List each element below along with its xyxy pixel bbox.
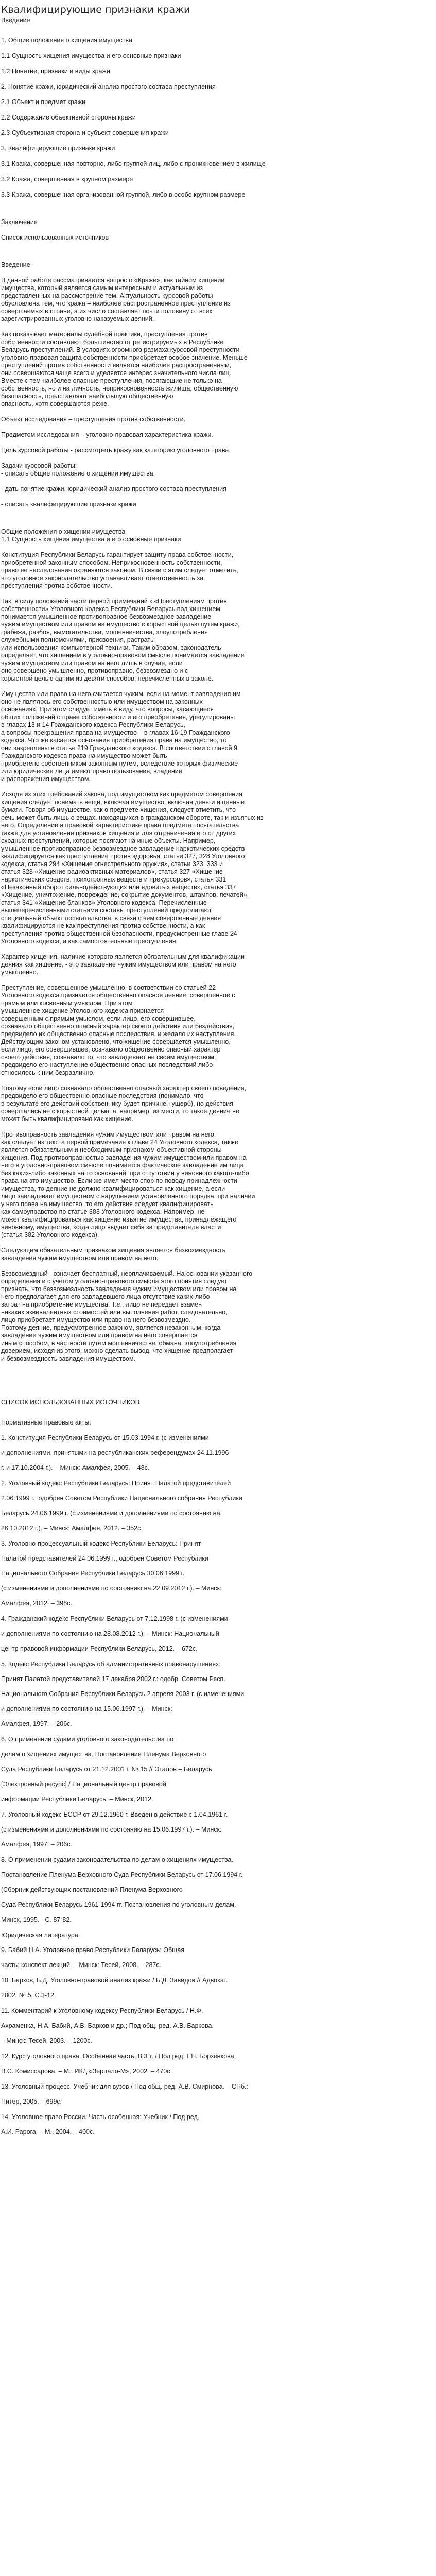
text-line: собственности» Уголовного кодекса Республики Беларусь под хищением xyxy=(1,605,220,613)
body-paragraph xyxy=(1,1270,433,1363)
text-line: или использования компьютерной техники. Таким образом, законодатель xyxy=(1,644,221,651)
text-line: сходных преступлений, которые посягают на иные объекты. Например, xyxy=(1,837,216,844)
text-line: него. Определение в правовой характеристике права предмета посягательства xyxy=(1,822,239,829)
text-line: Национального Собрания Республики Беларусь 2 апреля 2003 г. (с изменениями xyxy=(1,1690,245,1698)
text-line: часть: конспект лекций. – Минск: Тесей, 2008. – 287с. xyxy=(1,1961,162,1969)
bibliography-entry xyxy=(1,1660,433,1728)
body-paragraph xyxy=(1,551,433,590)
text-line: Действующим законом установлено, что хищение совершается умышленно, xyxy=(1,1038,231,1045)
text-line: как следует из текста первой примечания к главе 24 Уголовного кодекса, также xyxy=(1,1139,238,1146)
text-line: Суда Республики Беларусь от 21.12.2001 г. № 15 // Эталон – Беларусь xyxy=(1,1766,212,1773)
text-line: грабежа, разбоя, вымогательства, мошенничества, злоупотребления xyxy=(1,629,208,636)
text-line: также для установления признаков хищения и для отграничения его от других xyxy=(1,829,236,837)
text-line: и дополнениями, принятыми на республиканских референдумах 24.11.1996 xyxy=(1,1449,229,1456)
bibliography-heading: СПИСОК ИСПОЛЬЗОВАННЫХ ИСТОЧНИКОВ xyxy=(1,1399,140,1406)
text-line: 3. Уголовно-процессуальный кодекс Республики Беларусь: Принят xyxy=(1,1540,201,1547)
text-line: без каких-либо законных на то оснований, при отсутствии у виновного какого-либо xyxy=(1,1170,249,1177)
text-line: Безвозмездный - означает бесплатный, неоплачиваемый. На основании указанного xyxy=(1,1270,253,1277)
text-line: речь может быть лишь о вещах, находящихся в гражданском обороте, так и изъятых из xyxy=(1,814,264,821)
text-line: признать, что безвозмездность завладения чужим имуществом или правом на xyxy=(1,1285,237,1293)
text-line: если лицо, его совершившее, сознавало общественно опасный характер xyxy=(1,1046,221,1053)
toc-conclusion: Заключение xyxy=(1,218,38,226)
text-line: уголовно-правовая защита собственности приобретает особое значение. Меньше xyxy=(1,354,248,361)
text-line: является обязательным и необходимым признаком объективной стороны xyxy=(1,1146,222,1154)
text-line: предвидело его наступление общественно опасных последствий либо xyxy=(1,1061,213,1069)
text-line: «Незаконный оборот сильнодействующих или ядовитых веществ», статья 337 xyxy=(1,884,236,891)
text-line: 2002. № 5. С.3-12. xyxy=(1,1992,56,1999)
text-line: Поэтому деяние, предусмотренное законом, является незаконным, когда xyxy=(1,1324,221,1331)
body-paragraph xyxy=(1,598,433,683)
text-line: квалифицируется как преступление против здоровья, статьи 327, 328 Уголовного xyxy=(1,853,245,860)
body-paragraph xyxy=(1,1131,433,1239)
text-line: общих положений о праве собственности и его приобретения, урегулированы xyxy=(1,714,235,721)
text-line: 10. Барков, Б.Д. Уголовно-правовой анализ кражи / Б.Д. Завидов // Адвокат. xyxy=(1,1977,228,1984)
text-line: или юридические лица имеют право пользования, владения xyxy=(1,768,182,775)
text-line: Так, в силу положений части первой примечаний к «Преступлениям против xyxy=(1,598,227,605)
text-line: имущества, который является самым интересным и актуальным из xyxy=(1,284,203,292)
text-line: центр правовой информации Республики Беларусь, 2012. – 672с. xyxy=(1,1645,198,1652)
text-line: и дополнениями по состоянию на 28.08.2012 г.). – Минск: Национальный xyxy=(1,1630,219,1637)
text-line: зарегистрированных уголовно наказуемых деяний. xyxy=(1,315,154,323)
body-paragraph xyxy=(1,791,433,945)
task-item: - дать понятие кражи, юридический анализ простого состава преступления xyxy=(1,485,226,493)
text-line: 11. Комментарий к Уголовному кодексу Республики Беларусь / Н.Ф. xyxy=(1,2007,203,2014)
text-line: деяния как хищение, - это завладение чужим имуществом или правом на него xyxy=(1,961,236,968)
text-line: право ее наследования охраняются законом. В связи с этим следует отметить, xyxy=(1,567,238,574)
bibliography-subheading: Нормативные правовые акты: xyxy=(1,1419,91,1426)
text-line: предвидело его общественно опасные последствия (понимало, что xyxy=(1,1092,204,1099)
text-line: (с изменениями и дополнениями по состоянию на 22.09.2012 г.). – Минск: xyxy=(1,1585,222,1592)
text-line: 5. Кодекс Республики Беларусь об административных правонарушениях: xyxy=(1,1660,221,1668)
text-line: лицо завладевает имуществом с нарушением установленного порядка, при наличии xyxy=(1,1193,255,1200)
text-line: может быть квалифицировано как хищение. xyxy=(1,1115,133,1123)
text-line: него в уголовно-правовом смысле понимается фактическое завладение им лица xyxy=(1,1162,244,1169)
text-line: 6. О применении судами уголовного законодательства по xyxy=(1,1736,174,1743)
bibliography-entry xyxy=(1,2083,433,2106)
text-line: В данной работе рассматривается вопрос о «Краже», как тайном хищении xyxy=(1,277,225,284)
text-line: приобретенной законным способом. Неприкосновенность собственности, xyxy=(1,559,222,566)
text-line: вышеперечисленными статьями составы преступлений предполагают xyxy=(1,907,212,914)
text-line: представленных на рассмотрение тем. Актуальность курсовой работы xyxy=(1,292,213,299)
text-line: преступлений против собственности является наиболее распространённым, xyxy=(1,362,232,369)
toc-item xyxy=(1,137,433,145)
text-line: может квалифицироваться как хищение изъятие имущества, принадлежащего xyxy=(1,1216,237,1223)
bibliography-entry xyxy=(1,1540,433,1607)
text-line: Юридическая литература: xyxy=(1,1931,80,1939)
bibliography-entry xyxy=(1,2113,433,2136)
text-line: хищения. Под противоправностью завладения чужим имуществом или правом на xyxy=(1,1154,247,1161)
text-line: в результате его действий собственнику будет причинен ущерб), но действия xyxy=(1,1100,233,1107)
text-line: что уголовное законодательство устанавливает ответственность за xyxy=(1,574,204,582)
text-line: лицо приобретает имущество или право на него безвозмездно. xyxy=(1,1316,191,1324)
text-line: Суда Республики Беларусь 1961-1994 гг. Постановления по уголовным делам. xyxy=(1,1901,236,1908)
text-line: сознавало общественно опасный характер своего действия или бездействия, xyxy=(1,1023,235,1030)
table-of-contents xyxy=(1,37,433,199)
subject-line: Предметом исследования – уголовно-правовая характеристика кражи. xyxy=(1,431,213,438)
text-line: кодекса. Что же касается основания приобретения права на имущество, то xyxy=(1,737,227,744)
goal-line: Цель курсовой работы - рассмотреть кражу как категорию уголовного права. xyxy=(1,447,231,454)
text-line: специальный объект посягательства, в связи с чем совершенные деяния xyxy=(1,914,221,922)
intro-paragraph xyxy=(1,331,433,408)
body-paragraph xyxy=(1,690,433,783)
text-line: умышленно. xyxy=(1,969,39,976)
bibliography-entry xyxy=(1,2007,433,2045)
text-line: «Хищение, уничтожение, повреждение, сокрытие документов, штампов, печатей», xyxy=(1,891,249,899)
chapter-1-heading: Общие положения о хищении имущества xyxy=(1,528,126,535)
toc-item: 3. Квалифицирующие признаки кражи xyxy=(1,145,115,152)
intro-section xyxy=(1,269,433,408)
body-paragraph xyxy=(1,1084,433,1123)
text-line: А.И. Рарога. – М., 2004. – 400с. xyxy=(1,2128,95,2136)
text-line: Национального Собрания Республики Беларусь 30.06.1999 г. xyxy=(1,1570,185,1577)
text-line: они совершаются чаще всего и уделяется интерес значительного числа лиц. xyxy=(1,369,232,377)
bibliography-entry xyxy=(1,1615,433,1653)
text-line: 2. Уголовный кодекс Республики Беларусь: Принят Палатой представителей xyxy=(1,1480,231,1487)
text-line: определяет, что хищением в уголовно-правовом смысле понимается завладение xyxy=(1,652,245,659)
text-line: 14. Уголовное право России. Часть особенная: Учебник / Под ред. xyxy=(1,2113,200,2121)
text-line: Минск, 1995. - С. 87-82. xyxy=(1,1916,72,1923)
text-line: а вопросы прекращения права на имущество – в главах 16-19 Гражданского xyxy=(1,729,230,736)
text-line: совершались не с корыстной целью, а, например, из мести, то такое деяние не xyxy=(1,1108,240,1115)
text-line: 9. Бабий Н.А. Уголовное право Республики Беларусь: Общая xyxy=(1,1946,185,1954)
toc-item: 2. Понятие кражи, юридический анализ простого состава преступления xyxy=(1,83,216,90)
text-line: Ахраменка, Н.А. Бабий, А.В. Барков и др.; Под общ. ред. А.В. Баркова. xyxy=(1,2022,214,2029)
toc-item: 1.2 Понятие, признаки и виды кражи xyxy=(1,67,110,75)
text-line: Поэтому если лицо сознавало общественно опасный характер своего поведения, xyxy=(1,1084,247,1092)
text-line: 7. Уголовный кодекс БССР от 29.12.1960 г. Введен в действие с 1.04.1961 г. xyxy=(1,1811,228,1818)
toc-item: 1.1 Сущность хищения имущества и его основные признаки xyxy=(1,52,181,59)
text-line: служебными полномочиями, присвоения, растраты xyxy=(1,636,155,643)
bibliography-entry xyxy=(1,1931,433,1969)
text-line: своего действия, сознавало то, что завладевает не своим имуществом, xyxy=(1,1054,216,1061)
bibliography-entry xyxy=(1,1977,433,1999)
toc-item: 3.3 Кража, совершенная организованной группой, либо в особо крупном размере xyxy=(1,191,246,198)
chapter-1-body xyxy=(1,551,433,1363)
text-line: Постановление Пленума Верховного Суда Республики Беларусь от 17.06.1994 г. xyxy=(1,1871,243,1878)
toc-sources: Список использованных источников xyxy=(1,234,109,241)
text-line: Конституция Республики Беларусь гарантирует защиту права собственности, xyxy=(1,551,234,558)
text-line: г. и 17.10.2004 г.). – Минск: Амалфея, 2005. – 48с. xyxy=(1,1464,150,1471)
task-item: - описать квалифицирующие признаки кражи xyxy=(1,501,136,508)
text-line: опасность, хотя совершаются реже. xyxy=(1,400,109,408)
text-line: (статья 382 Уголовного кодекса). xyxy=(1,1231,99,1239)
text-line: (с изменениями и дополнениями по состоянию на 15.06.1997 г.). – Минск: xyxy=(1,1826,222,1833)
text-line: умышленное противоправное безвозмездное завладение наркотических средств xyxy=(1,845,245,852)
text-line: 13. Уголовный процесс. Учебник для вузов / Под общ. ред. А.В. Смирнова. – СПб.: xyxy=(1,2083,249,2090)
text-line: 2.06.1999 г., одобрен Советом Республики Национального собрания Республики xyxy=(1,1495,242,1502)
tasks-heading: Задачи курсовой работы: xyxy=(1,462,77,469)
text-line: (Сборник действующих постановлений Пленума Верховного xyxy=(1,1886,183,1893)
text-line: 8. О применении судами законодательства по делам о хищениях имущества. xyxy=(1,1856,233,1863)
text-line: Питер, 2005. – 699с. xyxy=(1,2098,62,2105)
text-line: и дополнениями по состоянию на 15.06.1997 г.). – Минск: xyxy=(1,1705,172,1713)
text-line: предвидело их общественно опасные последствия, и желало их наступления. xyxy=(1,1030,236,1038)
toc-item: 2.3 Субъективная сторона и субъект совершения кражи xyxy=(1,129,169,137)
text-line: кодекса, статья 294 «Хищение огнестрельного оружия», статьи 323, 333 и xyxy=(1,860,223,868)
text-line: 4. Гражданский кодекс Республики Беларусь от 7.12.1998 г. (с изменениями xyxy=(1,1615,228,1622)
text-line: как самоуправство по статье 383 Уголовного кодекса. Например, не xyxy=(1,1208,205,1215)
text-line: определения и с учетом уголовно-правового смысла этого понятия следует xyxy=(1,1278,228,1285)
text-line: 26.10.2012 г.). – Минск: Амалфея, 2012. – 352с. xyxy=(1,1524,143,1532)
intro-title: Введение xyxy=(1,261,30,268)
text-line: чужим имуществом или правом на имущество с корыстной целью путем кражи, xyxy=(1,621,240,628)
toc-item: 3.1 Кража, совершенная повторно, либо группой лиц, либо с проникновением в жилище xyxy=(1,160,266,167)
text-line: оно совершено умышленно, противоправно, безвозмездно и с xyxy=(1,667,188,674)
text-line: В.С. Комиссарова. – М.: ИКД «Зерцало-М», 2002. – 470с. xyxy=(1,2067,172,2075)
text-line: Амалфея, 1997. – 206с. xyxy=(1,1720,72,1727)
text-line: Уголовного кодекса признается общественно опасное деяние, совершенное с xyxy=(1,992,235,999)
intro-heading: Введение xyxy=(1,16,30,24)
tasks-list xyxy=(1,470,433,509)
bibliography-entry xyxy=(1,2053,433,2075)
text-line: завладение чужим имуществом или правом на него совершается xyxy=(1,1332,198,1339)
text-line: понимается умышленное противоправное безвозмездное завладение xyxy=(1,613,212,620)
text-line: безопасность, представляют наибольшую общественную xyxy=(1,393,173,400)
text-line: никаких эквивалентных стоимостей или выполнения работ, следовательно, xyxy=(1,1309,228,1316)
toc-item: 3.2 Кража, совершенная в крупном размере xyxy=(1,176,133,183)
text-line: Вместе с тем наиболее опасные преступления, посягающие не только на xyxy=(1,377,222,384)
body-paragraph xyxy=(1,953,433,976)
text-line: информации Республики Беларусь. – Минск, 2012. xyxy=(1,1795,153,1803)
text-line: преступления против собственности. xyxy=(1,582,113,589)
text-line: права на это имущество. Если же имел место спор по поводу принадлежности xyxy=(1,1177,237,1184)
text-line: Характер хищения, наличие которого является обязательным для квалификации xyxy=(1,953,245,960)
bibliography-entry xyxy=(1,1811,433,1849)
text-line: Преступление, совершенное умышленно, в соответствии со статьей 22 xyxy=(1,984,216,991)
bibliography-entry xyxy=(1,1480,433,1532)
text-line: Амалфея, 2012. – 398с. xyxy=(1,1600,72,1607)
text-line: Беларусь 24.06.1999 г. (с изменениями и дополнениями по состоянию на xyxy=(1,1510,220,1517)
text-line: Исходя из этих требований закона, под имуществом как предметом совершения xyxy=(1,791,242,798)
text-line: чужим имуществом или правом на него лишь в случае, если xyxy=(1,659,183,667)
text-line: оно не являлось его собственностью или имуществом на законных xyxy=(1,698,203,705)
text-line: собственность, но и на личность, неприкосновенность жилища, общественную xyxy=(1,385,238,392)
toc-item: 2.2 Содержание объективной стороны кражи xyxy=(1,114,136,121)
text-line: Противоправность завладения чужим имуществом или правом на него, xyxy=(1,1131,216,1138)
intro-paragraph xyxy=(1,277,433,323)
text-line: Гражданского кодекса права на имущество может быть xyxy=(1,752,167,759)
text-line: бумаги. Говоря об имуществе, как о предмете хищения, следует отметить, что xyxy=(1,806,236,814)
text-line: обусловлена тем, что кража – наиболее распространенное преступление из xyxy=(1,300,231,307)
text-line: корыстной целью одним из девяти способов, перечисленных в законе. xyxy=(1,675,214,682)
text-line: преступления против общественной безопасности, предусмотренные главе 24 xyxy=(1,930,237,937)
text-line: приобретено собственником законным путем, вследствие которых физические xyxy=(1,760,238,767)
object-line: Объект исследования – преступления против собственности. xyxy=(1,416,186,423)
bibliography-entry xyxy=(1,1856,433,1924)
text-line: Палатой представителей 24.06.1999 г., одобрен Советом Республики xyxy=(1,1555,208,1562)
chapter-1-1-heading: 1.1 Сущность хищения имущества и его основные признаки xyxy=(1,536,181,543)
text-line: и распоряжения имуществом. xyxy=(1,775,91,783)
text-line: они закреплены в статье 219 Гражданского кодекса. В соответствии с главой 9 xyxy=(1,744,237,752)
text-line: хищения следует понимать вещи, включая имущество, включая деньги и ценные xyxy=(1,799,245,806)
text-line: статья 341 «Хищение бланков» Уголовного кодекса. Перечисленные xyxy=(1,899,207,906)
text-line: Принят Палатой представителей 17 декабря 2002 г.: одобр. Советом Респ. xyxy=(1,1675,225,1683)
text-line: Следующим обязательным признаком хищения является безвозмездность xyxy=(1,1247,226,1254)
text-line: наркотических средств, психотропных веществ и прекурсоров», статья 331 xyxy=(1,876,226,883)
text-line: него предполагает для его завладевшего лица отсутствие каких-либо xyxy=(1,1293,210,1300)
toc-item: 1. Общие положения о хищения имущества xyxy=(1,37,132,44)
text-line: Уголовного кодекса, а как самостоятельные преступления. xyxy=(1,938,178,945)
text-line: относилось к ним безразлично. xyxy=(1,1069,95,1076)
bibliography-list xyxy=(1,1434,433,2136)
toc-item: 2.1 Объект и предмет кражи xyxy=(1,98,86,106)
text-line: затрат на приобретение имущества. Т.е., лицо не передает взамен xyxy=(1,1301,202,1308)
text-line: собственности составляют большинство от регистрируемых в Республике xyxy=(1,338,224,346)
text-line: иным способом, в частности путем мошенничества, обмана, злоупотребления xyxy=(1,1340,237,1347)
task-item: - описать общие положение о хищении имущества xyxy=(1,470,153,477)
text-line: 1. Конституция Республики Беларусь от 15.03.1994 г. (с изменениями xyxy=(1,1434,209,1442)
body-paragraph xyxy=(1,1247,433,1262)
text-line: прямым или косвенным умыслом. При этом xyxy=(1,999,133,1007)
text-line: умышленное хищение Уголовного кодекса признается xyxy=(1,1007,164,1014)
text-line: [Электронный ресурс] / Национальный центр правовой xyxy=(1,1781,166,1788)
text-line: и безвозмездность завладения имуществом. xyxy=(1,1355,135,1362)
bibliography-entry xyxy=(1,1736,433,1803)
text-line: доверием, исходя из этого, можно сделать вывод, что хищение предполагает xyxy=(1,1347,233,1354)
text-line: завладения чужим имуществом или правом на него. xyxy=(1,1255,159,1262)
text-line: – Минск: Тесей, 2003. – 1200с. xyxy=(1,2037,93,2044)
page-title: Квалифицирующие признаки кражи xyxy=(1,4,190,15)
text-line: в главах 13 и 14 Гражданского кодекса Республики Беларусь, xyxy=(1,721,185,728)
text-line: имущества, то деяние не должно квалифицироваться как хищение, а если xyxy=(1,1185,225,1192)
text-line: Как показывает материалы судебной практики, преступления против xyxy=(1,331,208,338)
text-line: квалифицируются не как преступления против собственности, а как xyxy=(1,922,205,929)
text-line: совершаемых в стране, а их число составляет почти половину от всех xyxy=(1,308,213,315)
text-line: Беларусь преступлений. В условиях огромного размаха курсовой преступности xyxy=(1,346,240,353)
text-line: статья 328 «Хищение радиоактивных материалов», статья 327 «Хищение xyxy=(1,868,223,875)
body-paragraph xyxy=(1,984,433,1077)
text-line: делам о хищениях имущества. Постановление Пленума Верховного xyxy=(1,1751,206,1758)
text-line: у него права на имущество, то его действия следует квалифицировать xyxy=(1,1200,214,1208)
text-line: основаниях. При этом следует иметь в виду, что вопросы, касающиеся xyxy=(1,706,214,713)
text-line: Имущество или право на него считается чужим, если на момент завладения им xyxy=(1,690,241,698)
bibliography-entry xyxy=(1,1434,433,1472)
text-line: 12. Курс уголовного права. Особенная часть: В 3 т. / Под ред. Г.Н. Борзенкова, xyxy=(1,2053,236,2060)
text-line: совершенным с прямым умыслом, если лицо, его совершившее, xyxy=(1,1015,196,1022)
text-line: Амалфея, 1997. – 206с. xyxy=(1,1841,72,1848)
text-line: виновному, имущества, когда лицо выдает себя за представителя власти xyxy=(1,1224,221,1231)
